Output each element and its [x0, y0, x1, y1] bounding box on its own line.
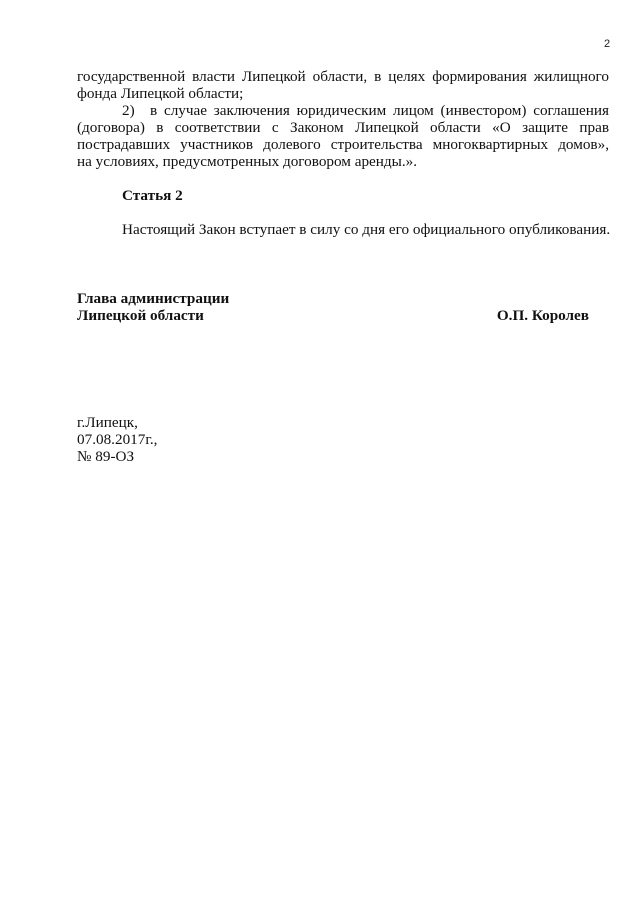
- item-2-first-line: [122, 102, 609, 119]
- paragraph-line: фонда Липецкой области;: [77, 85, 244, 102]
- signature-second-row: [77, 307, 589, 324]
- paragraph-line: государственной власти Липецкой области, в целях формирования жилищного: [77, 68, 609, 85]
- city: г.Липецк,: [77, 414, 138, 431]
- signature-title-line-2: Липецкой области: [77, 307, 204, 324]
- article-2-heading: Статья 2: [122, 187, 183, 204]
- paragraph-line: на условиях, предусмотренных договором аренды.».: [77, 153, 418, 170]
- paragraph-line: (договора) в соответствии с Законом Липецкой области «О защите прав: [77, 119, 609, 136]
- item-number: 2): [122, 102, 135, 119]
- date: 07.08.2017г.,: [77, 431, 158, 448]
- signature-title-line-1: Глава администрации: [77, 290, 230, 307]
- paragraph-line: пострадавших участников долевого строительства многоквартирных домов»,: [77, 136, 609, 153]
- signature-block: [77, 290, 589, 324]
- signatory-name: О.П. Королев: [496, 307, 589, 324]
- place-date-block: [77, 414, 157, 465]
- paragraph-line: в случае заключения юридическим лицом (инвестором) соглашения: [150, 102, 609, 119]
- law-number: № 89-ОЗ: [77, 448, 135, 465]
- article-2-text: Настоящий Закон вступает в силу со дня его официального опубликования.: [122, 221, 611, 238]
- page-number: 2: [604, 38, 611, 50]
